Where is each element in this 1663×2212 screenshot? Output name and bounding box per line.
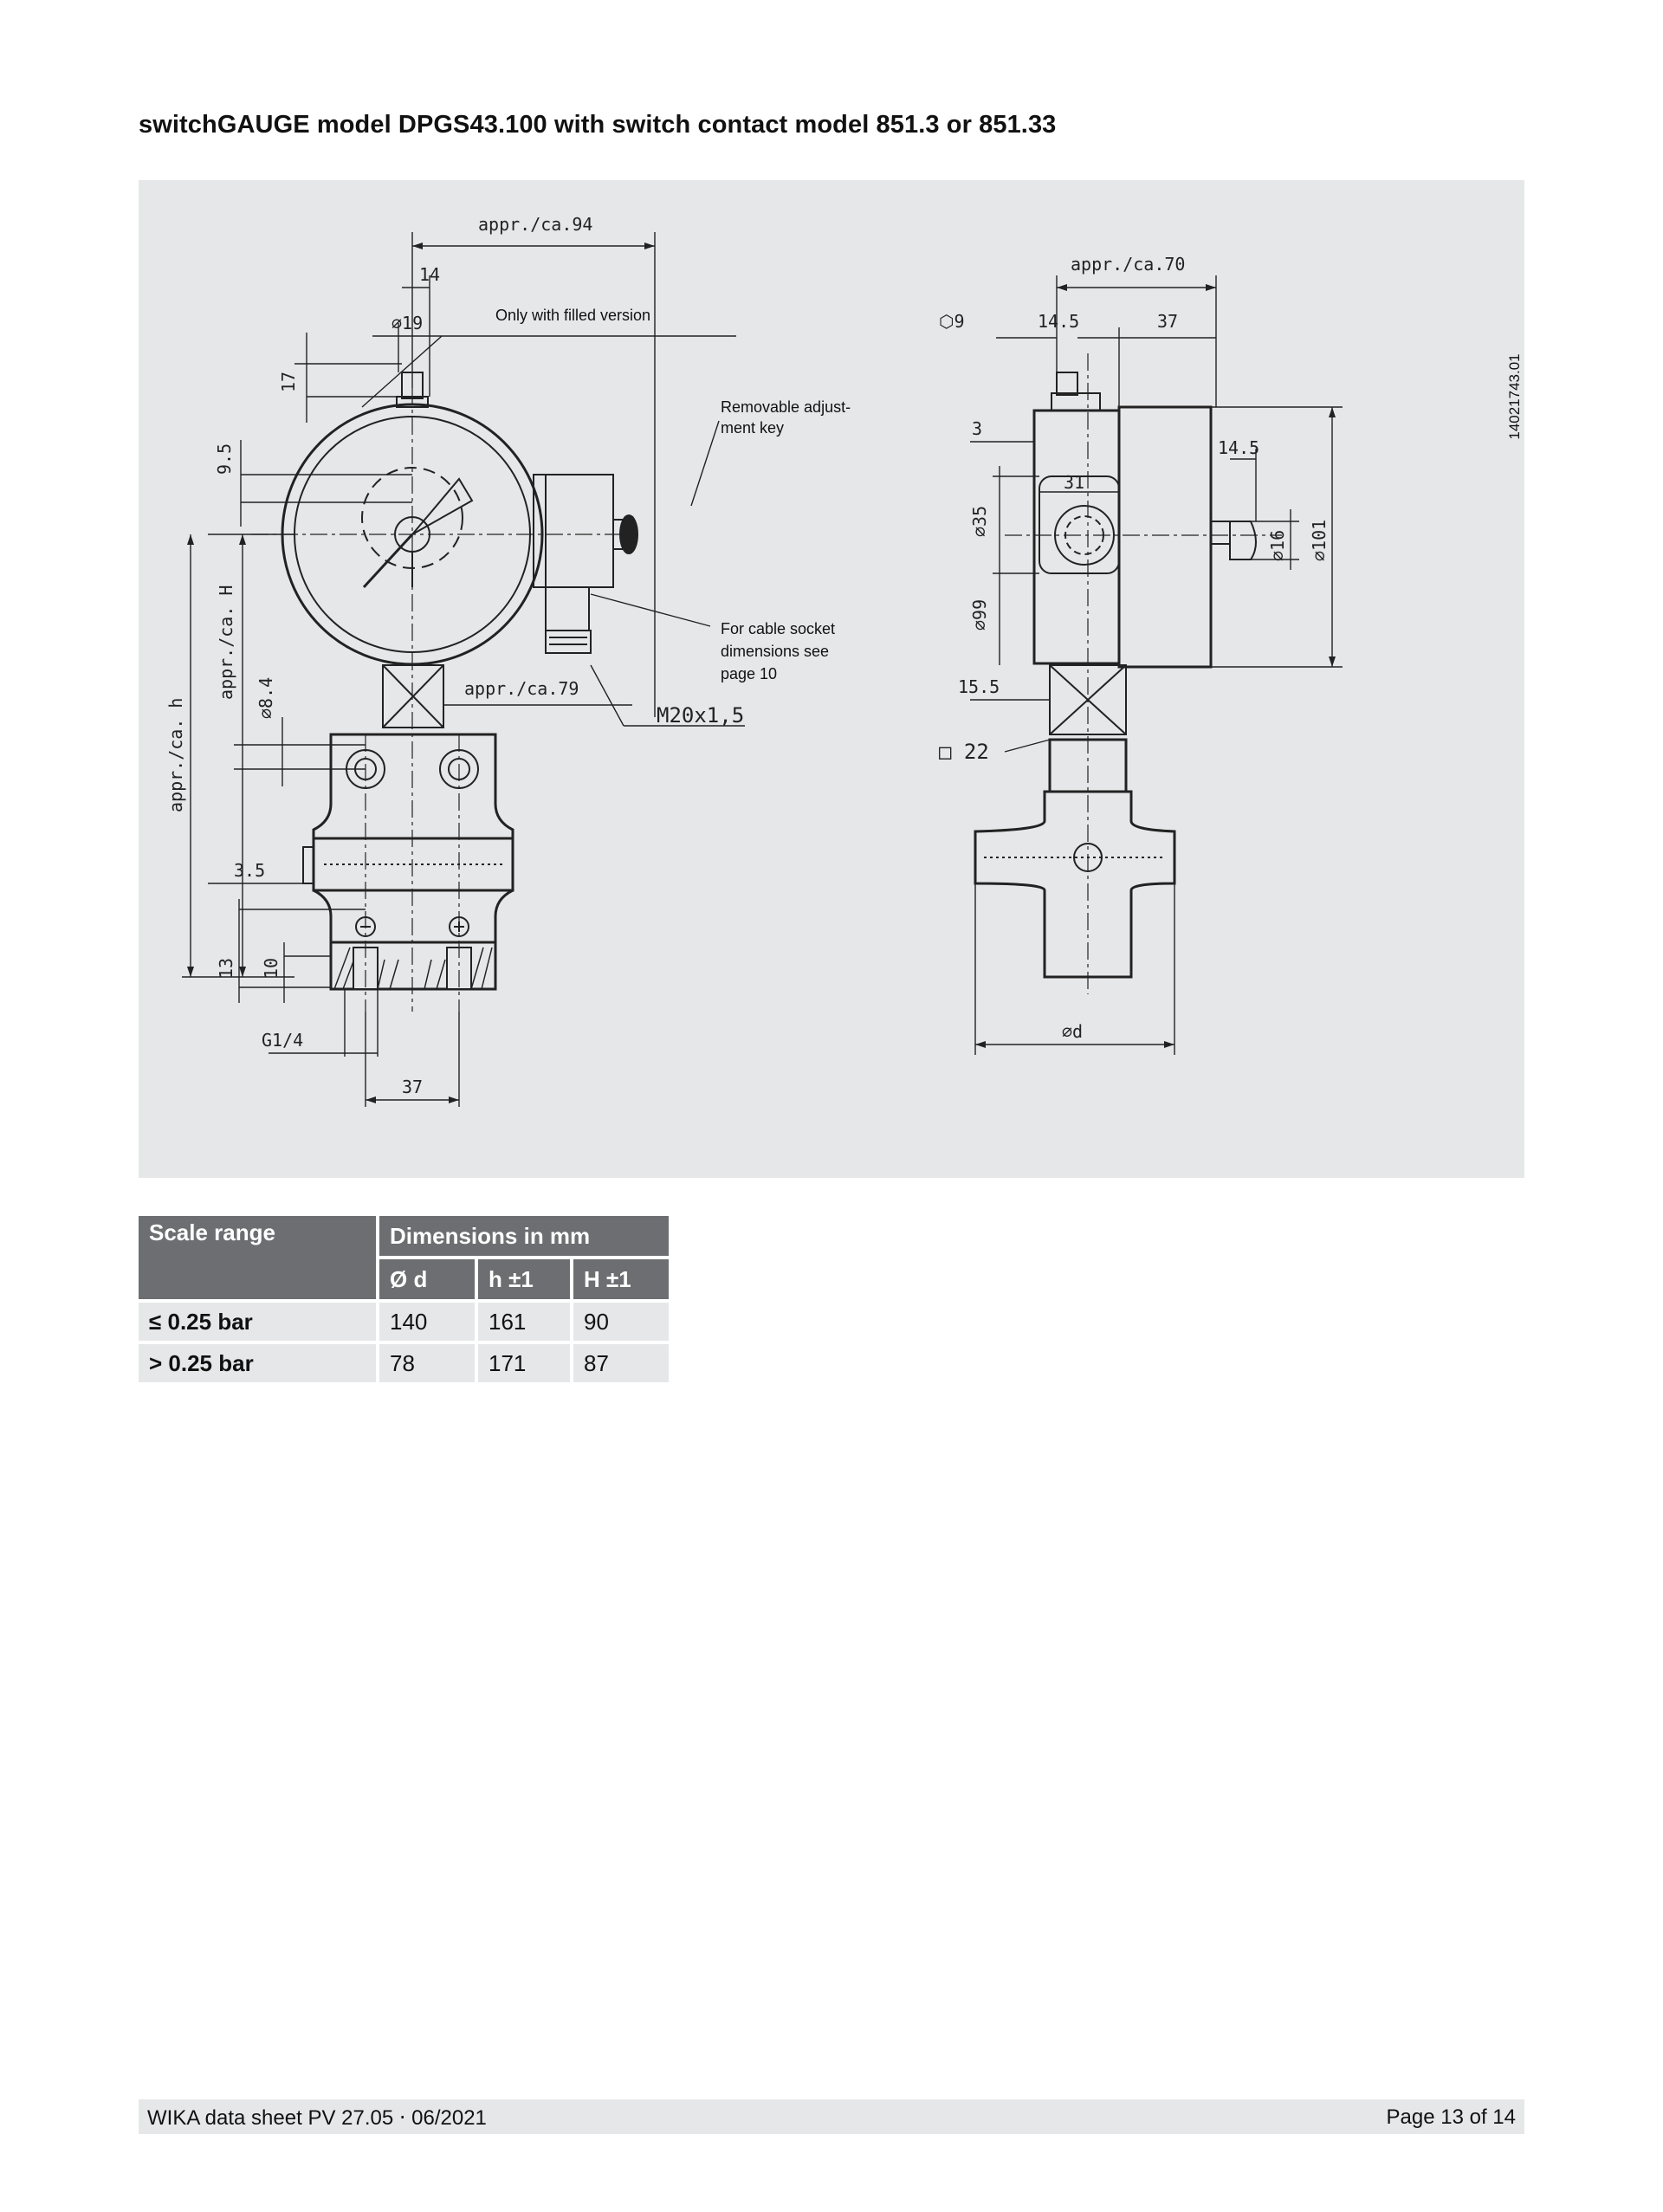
cell-range: > 0.25 bar (139, 1344, 376, 1382)
dim-9-5: 9.5 (214, 443, 235, 475)
dim-dia-8-4: ⌀8.4 (256, 676, 276, 719)
header-h: h ±1 (478, 1259, 570, 1299)
dim-17: 17 (278, 371, 299, 392)
dim-3-5: 3.5 (234, 860, 266, 881)
dim-14-5-top: 14.5 (1038, 311, 1080, 332)
cell-H: 90 (573, 1303, 669, 1341)
dim-dia-d: ⌀d (1062, 1021, 1084, 1042)
section-heading: switchGAUGE model DPGS43.100 with switch contact model 851.3 or 851.33 (139, 111, 1057, 139)
header-H: H ±1 (573, 1259, 669, 1299)
dim-g1-4: G1/4 (262, 1030, 304, 1051)
table-row (139, 1344, 669, 1382)
dim-10: 10 (261, 957, 281, 979)
note-cable-socket-1: For cable socket (721, 620, 836, 637)
note-filled-version: Only with filled version (495, 307, 651, 324)
dim-14-5: 14.5 (1218, 437, 1260, 458)
table-row (139, 1303, 669, 1341)
technical-drawing-svg (139, 180, 1524, 1178)
drawing-number: 14021743.01 (1506, 353, 1523, 440)
dim-3: 3 (972, 418, 983, 439)
dim-appr-h: appr./ca. h (165, 697, 186, 812)
header-scale-range: Scale range (139, 1216, 376, 1299)
dim-15-5: 15.5 (958, 676, 1000, 697)
dim-dia-35: ⌀35 (969, 505, 990, 537)
dim-appr-H: appr./ca. H (216, 585, 236, 700)
dim-appr-94: appr./ca.94 (478, 214, 593, 235)
dim-37-side: 37 (1157, 311, 1179, 332)
dim-appr-79: appr./ca.79 (464, 678, 579, 699)
table-header-row (139, 1216, 669, 1256)
dim-13: 13 (216, 957, 236, 979)
page-footer (139, 2099, 1524, 2134)
cell-h: 161 (478, 1303, 570, 1341)
footer-page-number: Page 13 of 14 (1386, 2105, 1516, 2129)
dim-37-front: 37 (402, 1077, 424, 1097)
cell-h: 171 (478, 1344, 570, 1382)
cell-range: ≤ 0.25 bar (139, 1303, 376, 1341)
dim-hex-9: ⬡9 (939, 311, 965, 332)
dimensions-table (135, 1213, 672, 1386)
cell-H: 87 (573, 1344, 669, 1382)
dim-dia-99: ⌀99 (969, 598, 990, 631)
cell-d: 140 (379, 1303, 475, 1341)
footer-datasheet: WIKA data sheet PV 27.05 ⋅ 06/2021 (147, 2106, 487, 2130)
dim-dia-19: ⌀19 (391, 313, 424, 333)
dim-square-22: □ 22 (939, 740, 989, 764)
note-cable-socket-2: dimensions see (721, 643, 830, 660)
header-dia-d: Ø d (379, 1259, 475, 1299)
note-adjustment-key-2: ment key (721, 419, 785, 437)
dim-dia-101: ⌀101 (1309, 519, 1330, 561)
note-adjustment-key-1: Removable adjust- (721, 398, 851, 416)
dim-appr-70: appr./ca.70 (1071, 254, 1186, 275)
header-dimensions: Dimensions in mm (379, 1216, 669, 1256)
note-cable-socket-3: page 10 (721, 665, 778, 682)
dimension-drawing (139, 180, 1524, 1178)
dim-m20: M20x1,5 (657, 703, 745, 728)
cell-d: 78 (379, 1344, 475, 1382)
dim-31: 31 (1064, 472, 1085, 493)
dim-dia-16: ⌀16 (1267, 529, 1288, 561)
dim-14: 14 (419, 264, 441, 285)
